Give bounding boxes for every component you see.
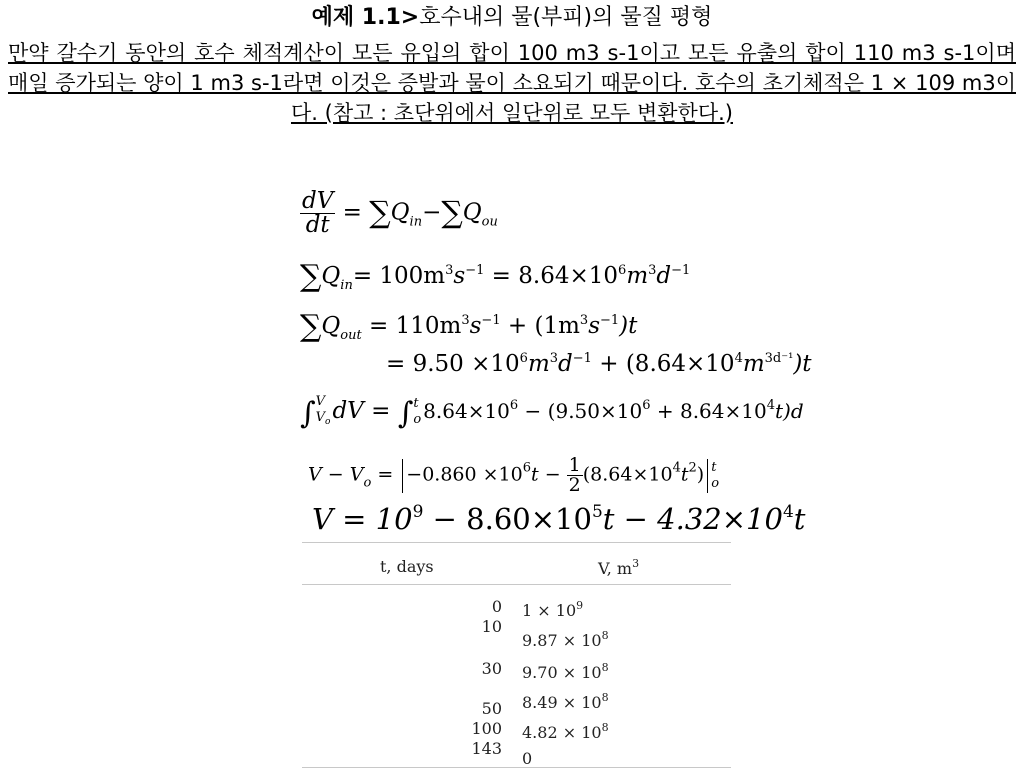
eq1-qout: Q <box>462 199 482 226</box>
problem-statement: 만약 갈수기 동안의 호수 체적계산이 모든 유입의 합이 100 m3 s-1이고 모든 유출의 합이 110 m3 s-1이며 매일 증가되는 양이 1 m3 s-1라면 이것은 증발과 물이 소요되기 때문이다. 호수의 초기체적은 1 × 109 m3이다. (참고 : 초단위에서 일단위로 모두 변환한다.) <box>8 41 1016 125</box>
equation-v-minus-vo <box>308 456 721 495</box>
integral-limits-t <box>413 396 421 428</box>
eq7-b: − 8.60×10 <box>423 502 592 536</box>
eq6-fd: 2 <box>568 474 581 496</box>
eval-bar-left <box>402 459 403 493</box>
eq6-e: ) <box>696 463 705 486</box>
eq6-c: (8.64×10 <box>582 463 673 486</box>
eq1-den: dt <box>305 212 330 238</box>
v-exp: 8 <box>601 721 609 734</box>
table-cell-v <box>522 691 609 712</box>
eq7-c: t − 4.32×10 <box>602 502 783 536</box>
eq5-body-b: − (9.50×10 <box>518 399 643 423</box>
eq6-fn: 1 <box>568 454 581 476</box>
eq3-e: )t <box>619 313 638 339</box>
fraction-one-half <box>567 456 583 495</box>
table-header <box>302 543 731 585</box>
table-cell-v <box>522 721 609 742</box>
eq4-b-sup: 3 <box>549 351 559 366</box>
eq4-c-sup: −1 <box>572 351 592 366</box>
eq4-e-sup: 3d⁻¹ <box>764 351 794 366</box>
header-volume-label: V, m <box>598 559 633 578</box>
eq1-equals: = <box>342 199 370 226</box>
v-base: 1 × 10 <box>522 601 577 620</box>
v-exp: 8 <box>601 629 609 642</box>
eq1-minus: − <box>422 199 442 226</box>
eq6-b: t − <box>531 463 567 486</box>
eq4-f: )t <box>793 351 812 377</box>
eq3-q: Q <box>321 313 341 339</box>
eq7-a-sup: 9 <box>412 502 424 522</box>
v-base: 8.49 × 10 <box>522 693 602 712</box>
eq2-d-sup: −1 <box>671 263 691 278</box>
v-base: 9.87 × 10 <box>522 631 602 650</box>
eq5-dv: dV <box>332 398 364 424</box>
eq4-a-sup: 6 <box>519 351 528 366</box>
eq3-a-sup: 3 <box>461 313 470 328</box>
table-cell-t: 10 <box>481 617 502 636</box>
table-cell-t: 30 <box>481 659 502 678</box>
eq4-b: m <box>527 351 550 377</box>
integral-symbol: ∫ <box>300 396 316 431</box>
eq2-a-sup1: 3 <box>445 263 454 278</box>
v-base: 9.70 × 10 <box>522 663 602 682</box>
fraction-dv-dt <box>300 190 335 237</box>
header-t-days: t, days <box>380 557 434 576</box>
eq5-body-a-sup: 6 <box>509 398 519 413</box>
table-cell-v <box>522 661 609 682</box>
header-volume-sup: 3 <box>632 557 640 570</box>
table-cell-t: 0 <box>491 597 502 616</box>
eq5-up1: V <box>315 394 326 409</box>
table-cell-t: 50 <box>481 699 502 718</box>
v-exp: 9 <box>576 599 584 612</box>
eq1-num: dV <box>302 188 334 214</box>
sigma-symbol: ∑ <box>369 195 391 231</box>
eq4-d: + (8.64×10 <box>591 351 735 377</box>
eval-limits <box>711 460 719 492</box>
eq4-e: m <box>742 351 765 377</box>
table-cell-t: 100 <box>471 719 502 738</box>
eq3-b: s <box>469 313 482 339</box>
eq3-a: = 110m <box>361 313 462 339</box>
eq2-c-sup: 3 <box>648 263 657 278</box>
eq5-body-c-sup: 4 <box>766 398 775 413</box>
sigma-symbol: ∑ <box>300 309 322 344</box>
eq6-lt: t <box>711 459 717 475</box>
eq6-d: t <box>680 463 689 486</box>
eq1-qin-sub: in <box>409 214 423 230</box>
eq2-a2: s <box>453 263 466 289</box>
eq5-lo1-sub: o <box>325 417 331 427</box>
v-exp: 8 <box>601 691 609 704</box>
eq6-lhs-sub: o <box>363 475 372 491</box>
eq5-eq: = <box>363 398 398 424</box>
eq5-body-d: t)d <box>775 399 804 423</box>
v-base: 0 <box>522 749 533 768</box>
equation-integral <box>300 394 804 430</box>
volume-table <box>302 542 731 768</box>
equation-final-volume <box>312 504 805 534</box>
table-cell-v <box>522 747 532 768</box>
eq2-b-sup: 6 <box>618 263 627 278</box>
eq5-up2: t <box>413 396 419 411</box>
v-base: 4.82 × 10 <box>522 723 602 742</box>
sigma-symbol: ∑ <box>441 195 463 231</box>
eq2-q-sub: in <box>340 278 353 293</box>
eq4-a: = 9.50 ×10 <box>386 351 520 377</box>
table-cell-v <box>522 599 583 620</box>
table-cell-t: 143 <box>471 739 502 758</box>
eq6-a-sup: 6 <box>522 460 532 476</box>
eq6-c-sup: 4 <box>672 460 681 476</box>
table-cell-v <box>522 629 609 650</box>
equation-qout-converted <box>386 352 812 376</box>
eq2-c: m <box>626 263 649 289</box>
eq5-lo2: o <box>413 412 422 427</box>
equation-dvdt <box>300 190 498 237</box>
eq5-body-b-sup: 6 <box>642 398 651 413</box>
eq5-lo1: V <box>315 410 326 425</box>
eq6-lo: o <box>711 475 720 491</box>
eq6-lhs: V − V <box>308 463 364 486</box>
title-topic: 호수내의 물(부피)의 물질 평형 <box>419 5 713 30</box>
eq2-b: = 8.64×10 <box>484 263 619 289</box>
eq3-q-sub: out <box>340 328 362 343</box>
eq3-b-sup: −1 <box>481 313 501 328</box>
eq7-b-sup: 5 <box>591 502 603 522</box>
eq6-a: −0.860 ×10 <box>406 463 523 486</box>
eq7-c-sup: 4 <box>782 502 794 522</box>
eq6-d-sup: 2 <box>688 460 697 476</box>
integral-limits-v <box>316 394 331 430</box>
eq4-c: d <box>558 351 573 377</box>
eq2-q: Q <box>321 263 341 289</box>
page-title <box>0 4 1024 32</box>
eq3-d-sup: −1 <box>600 313 620 328</box>
equation-sum-qin <box>300 259 691 294</box>
eq3-d: s <box>588 313 600 339</box>
title-example-number: 예제 1.1> <box>311 5 420 30</box>
eq1-qout-sub: ou <box>481 214 498 230</box>
eq6-eq: = <box>371 463 400 486</box>
eq2-a-sup2: −1 <box>465 263 485 278</box>
eq7-a: V = 10 <box>312 502 413 536</box>
eq7-d: t <box>793 502 806 536</box>
v-exp: 8 <box>601 661 609 674</box>
eq1-qin: Q <box>390 199 410 226</box>
equation-sum-qout <box>300 309 638 344</box>
eq3-c: + (1m <box>500 313 580 339</box>
sigma-symbol: ∑ <box>300 259 322 294</box>
eq2-d: d <box>656 263 672 289</box>
header-volume <box>598 557 639 578</box>
eval-bar-right <box>707 459 708 493</box>
eq3-c-sup: 3 <box>579 313 589 328</box>
eq5-body-c: + 8.64×10 <box>650 399 767 423</box>
eq4-d-sup: 4 <box>734 351 743 366</box>
integral-symbol: ∫ <box>397 396 414 431</box>
eq2-a: = 100m <box>352 263 446 289</box>
eq5-body <box>423 399 803 423</box>
eq5-body-a: 8.64×10 <box>423 399 510 423</box>
